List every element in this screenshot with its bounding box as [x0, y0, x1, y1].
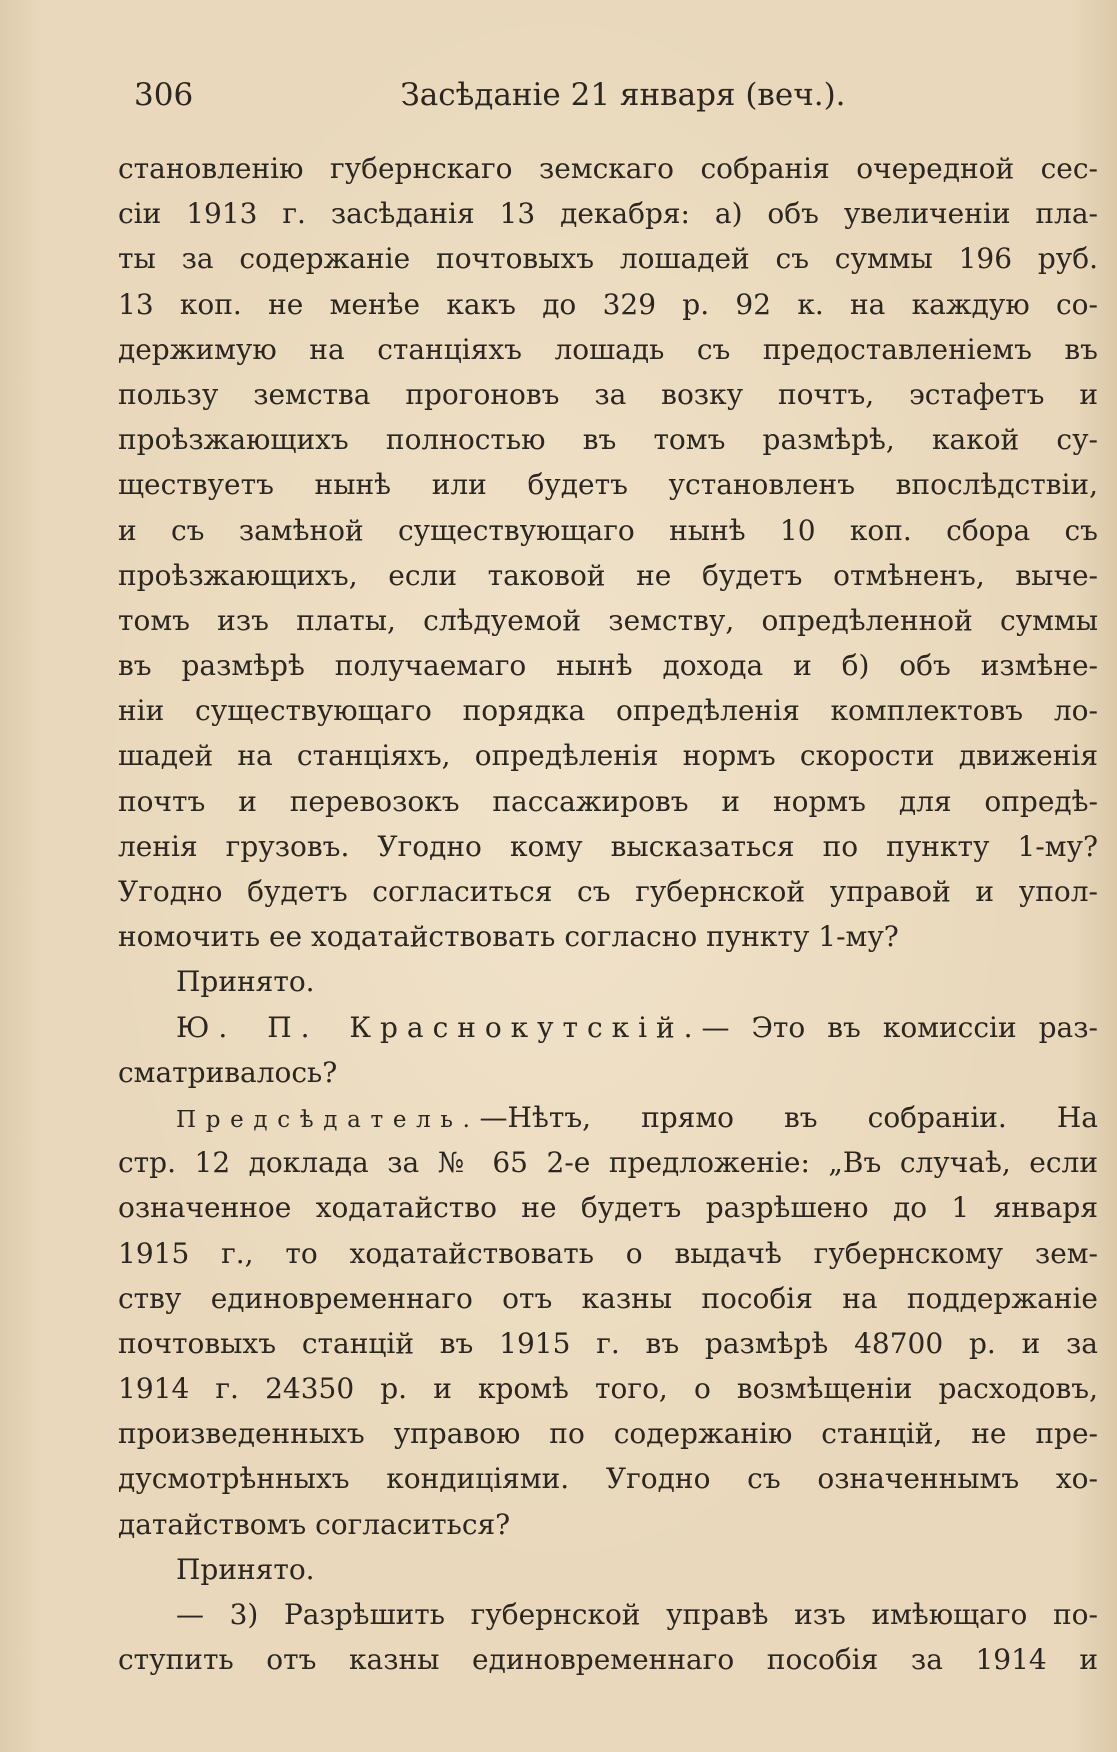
- speaker-name: Предсѣдатель.: [176, 1106, 480, 1133]
- running-header: [118, 70, 998, 120]
- header-title: Засѣданіе 21 января (веч.).: [400, 77, 846, 113]
- speech-line: [118, 1005, 1098, 1050]
- text-line: ству единовременнаго отъ казны пособія на поддержаніе: [118, 1281, 1098, 1315]
- text-line: проѣзжающихъ полностью въ томъ размѣрѣ, какой су-: [118, 423, 1098, 457]
- speech-text: — Это въ комиссіи раз-: [701, 1010, 1098, 1044]
- text-line: дусмотрѣнныхъ кондиціями. Угодно съ означеннымъ хо-: [118, 1462, 1098, 1496]
- text-line: проѣзжающихъ, если таковой не будетъ отмѣненъ, выче-: [118, 558, 1098, 592]
- text-line: 1914 г. 24350 р. и кромѣ того, о возмѣщеніи расходовъ,: [118, 1372, 1098, 1406]
- speech-line: [118, 1095, 1098, 1140]
- text-line: произведенныхъ управою по содержанію станцій, не пре-: [118, 1417, 1098, 1451]
- text-line: сматривалось?: [118, 1055, 338, 1089]
- text-line: ніи существующаго порядка опредѣленія комплектовъ ло-: [118, 694, 1098, 728]
- text-line: почтъ и перевозокъ пассажировъ и нормъ для опредѣ-: [118, 784, 1098, 818]
- text-line: шадей на станціяхъ, опредѣленія нормъ скорости движенія: [118, 739, 1098, 773]
- text-line: номочить ее ходатайствовать согласно пункту 1-му?: [118, 920, 899, 954]
- text-line: 13 коп. не менѣе какъ до 329 р. 92 к. на каждую со-: [118, 287, 1098, 321]
- text-line: держимую на станціяхъ лошадь съ предоставленіемъ въ: [118, 332, 1098, 366]
- text-line: становленію губернскаго земскаго собранія очередной сес-: [118, 152, 1098, 185]
- text-line: 1915 г., то ходатайствовать о выдачѣ губернскому зем-: [118, 1236, 1098, 1270]
- text-line: ленія грузовъ. Угодно кому высказаться по пункту 1-му?: [118, 829, 1098, 863]
- resolution-accepted: Принято.: [176, 965, 315, 999]
- page-number: 306: [134, 77, 194, 113]
- text-line: ты за содержаніе почтовыхъ лошадей съ суммы 196 руб.: [118, 242, 1098, 276]
- text-line: ществуетъ нынѣ или будетъ установленъ впослѣдствіи,: [118, 468, 1098, 502]
- text-line: Угодно будетъ согласиться съ губернской управой и упол-: [118, 875, 1098, 908]
- text-line: сіи 1913 г. засѣданія 13 декабря: а) объ увеличеніи пла-: [118, 197, 1098, 231]
- text-line: почтовыхъ станцій въ 1915 г. въ размѣрѣ 48700 р. и за: [118, 1326, 1098, 1360]
- body-text: [118, 146, 1098, 1682]
- text-line: пользу земства прогоновъ за возку почтъ, эстафетъ и: [118, 377, 1098, 411]
- text-line: стр. 12 доклада за № 65 2-е предложеніе: „Въ случаѣ, если: [118, 1146, 1098, 1180]
- speaker-name: Ю. П. Краснокутскій.: [176, 1010, 702, 1044]
- text-line: означенное ходатайство не будетъ разрѣшено до 1 января: [118, 1191, 1098, 1225]
- text-line: и съ замѣной существующаго нынѣ 10 коп. сбора съ: [118, 513, 1098, 547]
- resolution-accepted: Принято.: [176, 1552, 315, 1586]
- text-line: ступить отъ казны единовременнаго пособія за 1914 и: [118, 1643, 1098, 1677]
- speech-text: —Нѣтъ, прямо въ собраніи. На: [479, 1100, 1098, 1134]
- text-line: датайствомъ согласиться?: [118, 1507, 511, 1541]
- text-line: въ размѣрѣ получаемаго нынѣ дохода и б) объ измѣне-: [118, 649, 1098, 683]
- text-line: — 3) Разрѣшить губернской управѣ изъ имѣющаго по-: [176, 1598, 1098, 1631]
- text-line: томъ изъ платы, слѣдуемой земству, опредѣленной суммы: [118, 603, 1098, 637]
